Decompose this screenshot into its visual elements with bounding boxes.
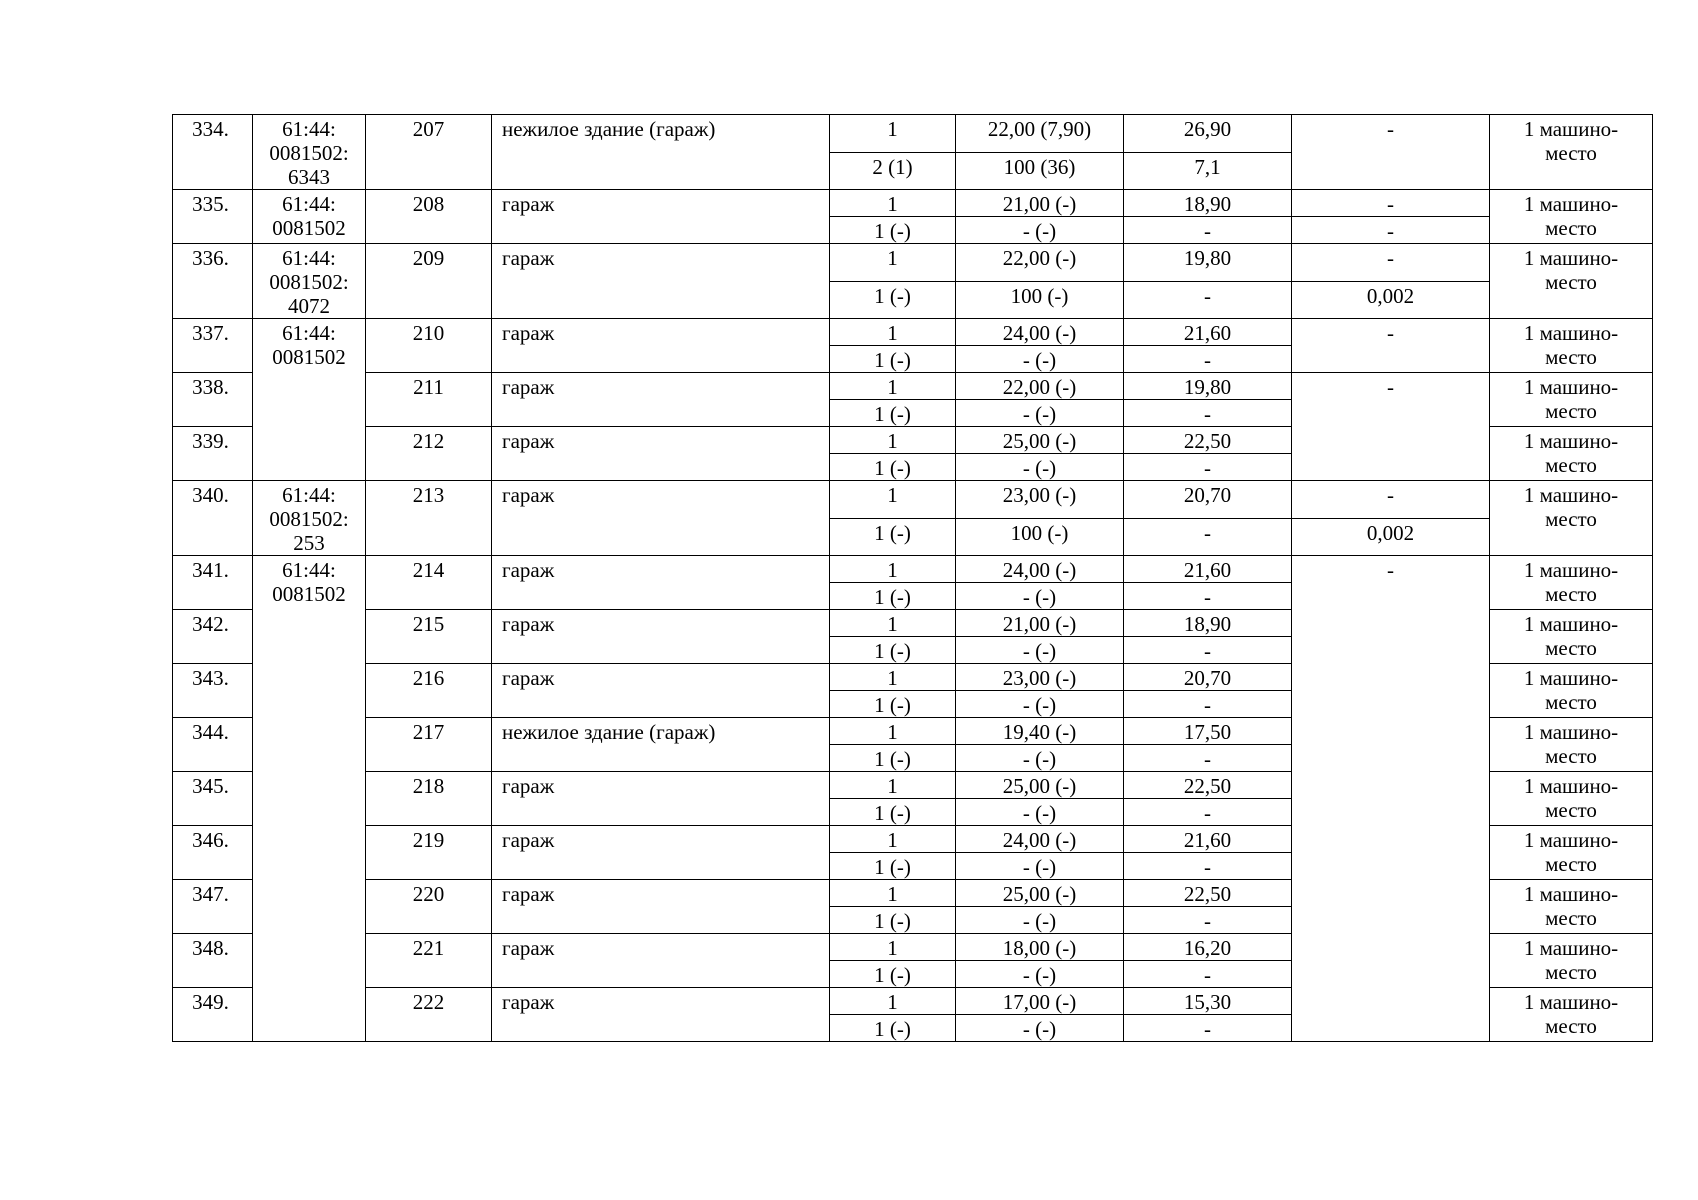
height-value: 18,90 <box>1124 610 1292 637</box>
object-id: 213 <box>366 481 492 556</box>
row-number: 341. <box>173 556 253 610</box>
cadastral-number: 61:44: 0081502 <box>253 319 366 481</box>
data-table <box>172 114 1653 1042</box>
area-value: - (-) <box>956 400 1124 427</box>
parking-capacity: 1 машино- место <box>1490 319 1653 373</box>
height-value: - <box>1124 691 1292 718</box>
height-value: 26,90 <box>1124 115 1292 153</box>
parking-capacity: 1 машино- место <box>1490 718 1653 772</box>
floor-count: 1 <box>830 664 956 691</box>
row-number: 347. <box>173 880 253 934</box>
height-value: 21,60 <box>1124 319 1292 346</box>
parking-capacity: 1 машино- место <box>1490 481 1653 556</box>
area-value: - (-) <box>956 799 1124 826</box>
floor-count: 1 <box>830 244 956 282</box>
floor-count: 1 <box>830 319 956 346</box>
area-value: - (-) <box>956 583 1124 610</box>
row-number: 343. <box>173 664 253 718</box>
floor-count: 1 <box>830 115 956 153</box>
object-name: гараж <box>492 664 830 718</box>
row-number: 336. <box>173 244 253 319</box>
height-value: - <box>1124 637 1292 664</box>
area-value: - (-) <box>956 217 1124 244</box>
area-value: 18,00 (-) <box>956 934 1124 961</box>
floor-count: 1 (-) <box>830 1015 956 1042</box>
height-value: 22,50 <box>1124 772 1292 799</box>
floor-count: 1 <box>830 880 956 907</box>
object-id: 214 <box>366 556 492 610</box>
row-number: 342. <box>173 610 253 664</box>
area-value: 19,40 (-) <box>956 718 1124 745</box>
object-name: гараж <box>492 244 830 319</box>
column-8-value: - <box>1292 373 1490 481</box>
object-name: нежилое здание (гараж) <box>492 115 830 190</box>
column-8-value: 0,002 <box>1292 518 1490 556</box>
height-value: 19,80 <box>1124 244 1292 282</box>
floor-count: 1 <box>830 190 956 217</box>
floor-count: 1 (-) <box>830 518 956 556</box>
cadastral-number: 61:44: 0081502 <box>253 190 366 244</box>
area-value: 23,00 (-) <box>956 664 1124 691</box>
object-name: гараж <box>492 481 830 556</box>
object-id: 218 <box>366 772 492 826</box>
parking-capacity: 1 машино- место <box>1490 115 1653 190</box>
floor-count: 1 (-) <box>830 907 956 934</box>
area-value: - (-) <box>956 454 1124 481</box>
height-value: - <box>1124 454 1292 481</box>
object-id: 212 <box>366 427 492 481</box>
floor-count: 1 (-) <box>830 961 956 988</box>
area-value: 25,00 (-) <box>956 880 1124 907</box>
floor-count: 1 (-) <box>830 217 956 244</box>
area-value: - (-) <box>956 691 1124 718</box>
parking-capacity: 1 машино- место <box>1490 373 1653 427</box>
floor-count: 1 (-) <box>830 454 956 481</box>
column-8-value: - <box>1292 319 1490 373</box>
object-name: гараж <box>492 427 830 481</box>
floor-count: 1 <box>830 826 956 853</box>
floor-count: 1 <box>830 988 956 1015</box>
column-8-value: - <box>1292 556 1490 1042</box>
row-number: 339. <box>173 427 253 481</box>
area-value: 22,00 (-) <box>956 244 1124 282</box>
height-value: - <box>1124 961 1292 988</box>
area-value: 25,00 (-) <box>956 427 1124 454</box>
parking-capacity: 1 машино- место <box>1490 880 1653 934</box>
object-id: 222 <box>366 988 492 1042</box>
height-value: - <box>1124 745 1292 772</box>
column-8-value: 0,002 <box>1292 281 1490 319</box>
area-value: 17,00 (-) <box>956 988 1124 1015</box>
table-row <box>173 244 1653 282</box>
object-name: гараж <box>492 988 830 1042</box>
floor-count: 1 (-) <box>830 799 956 826</box>
object-name: гараж <box>492 772 830 826</box>
floor-count: 1 <box>830 610 956 637</box>
cadastral-number: 61:44: 0081502: 253 <box>253 481 366 556</box>
area-value: 21,00 (-) <box>956 610 1124 637</box>
parking-capacity: 1 машино- место <box>1490 610 1653 664</box>
height-value: 21,60 <box>1124 826 1292 853</box>
height-value: 16,20 <box>1124 934 1292 961</box>
cadastral-number: 61:44: 0081502 <box>253 556 366 1042</box>
table-row <box>173 481 1653 519</box>
floor-count: 1 <box>830 427 956 454</box>
area-value: - (-) <box>956 961 1124 988</box>
area-value: 23,00 (-) <box>956 481 1124 519</box>
cadastral-number: 61:44: 0081502: 6343 <box>253 115 366 190</box>
height-value: - <box>1124 583 1292 610</box>
height-value: - <box>1124 1015 1292 1042</box>
height-value: 22,50 <box>1124 427 1292 454</box>
floor-count: 2 (1) <box>830 152 956 190</box>
floor-count: 1 (-) <box>830 853 956 880</box>
row-number: 344. <box>173 718 253 772</box>
column-8-value: - <box>1292 190 1490 217</box>
row-number: 349. <box>173 988 253 1042</box>
parking-capacity: 1 машино- место <box>1490 427 1653 481</box>
parking-capacity: 1 машино- место <box>1490 190 1653 244</box>
object-name: нежилое здание (гараж) <box>492 718 830 772</box>
object-name: гараж <box>492 610 830 664</box>
object-name: гараж <box>492 826 830 880</box>
area-value: 24,00 (-) <box>956 826 1124 853</box>
area-value: 21,00 (-) <box>956 190 1124 217</box>
floor-count: 1 <box>830 556 956 583</box>
floor-count: 1 <box>830 481 956 519</box>
area-value: 100 (-) <box>956 518 1124 556</box>
floor-count: 1 <box>830 718 956 745</box>
cadastral-number: 61:44: 0081502: 4072 <box>253 244 366 319</box>
row-number: 340. <box>173 481 253 556</box>
table-row <box>173 190 1653 217</box>
object-id: 215 <box>366 610 492 664</box>
table-row <box>173 115 1653 153</box>
column-8-value: - <box>1292 115 1490 190</box>
object-name: гараж <box>492 190 830 244</box>
column-8-value: - <box>1292 244 1490 282</box>
height-value: - <box>1124 907 1292 934</box>
area-value: - (-) <box>956 907 1124 934</box>
object-id: 210 <box>366 319 492 373</box>
floor-count: 1 <box>830 934 956 961</box>
object-id: 207 <box>366 115 492 190</box>
area-value: 25,00 (-) <box>956 772 1124 799</box>
column-8-value: - <box>1292 217 1490 244</box>
area-value: - (-) <box>956 346 1124 373</box>
table-body <box>173 115 1653 1042</box>
height-value: - <box>1124 400 1292 427</box>
object-id: 221 <box>366 934 492 988</box>
height-value: 20,70 <box>1124 664 1292 691</box>
floor-count: 1 <box>830 772 956 799</box>
floor-count: 1 (-) <box>830 691 956 718</box>
area-value: - (-) <box>956 637 1124 664</box>
floor-count: 1 (-) <box>830 637 956 664</box>
table-row <box>173 319 1653 346</box>
object-name: гараж <box>492 880 830 934</box>
area-value: 24,00 (-) <box>956 556 1124 583</box>
object-name: гараж <box>492 319 830 373</box>
floor-count: 1 (-) <box>830 400 956 427</box>
parking-capacity: 1 машино- место <box>1490 664 1653 718</box>
row-number: 348. <box>173 934 253 988</box>
floor-count: 1 (-) <box>830 583 956 610</box>
row-number: 337. <box>173 319 253 373</box>
object-id: 216 <box>366 664 492 718</box>
height-value: 17,50 <box>1124 718 1292 745</box>
height-value: - <box>1124 518 1292 556</box>
object-id: 208 <box>366 190 492 244</box>
object-id: 217 <box>366 718 492 772</box>
height-value: 20,70 <box>1124 481 1292 519</box>
parking-capacity: 1 машино- место <box>1490 244 1653 319</box>
table-row <box>173 556 1653 583</box>
height-value: - <box>1124 346 1292 373</box>
height-value: - <box>1124 281 1292 319</box>
column-8-value: - <box>1292 481 1490 519</box>
floor-count: 1 (-) <box>830 281 956 319</box>
height-value: - <box>1124 853 1292 880</box>
object-name: гараж <box>492 556 830 610</box>
height-value: 18,90 <box>1124 190 1292 217</box>
height-value: - <box>1124 217 1292 244</box>
object-name: гараж <box>492 934 830 988</box>
area-value: 22,00 (-) <box>956 373 1124 400</box>
area-value: - (-) <box>956 1015 1124 1042</box>
height-value: 7,1 <box>1124 152 1292 190</box>
parking-capacity: 1 машино- место <box>1490 988 1653 1042</box>
object-id: 220 <box>366 880 492 934</box>
parking-capacity: 1 машино- место <box>1490 826 1653 880</box>
area-value: 100 (36) <box>956 152 1124 190</box>
parking-capacity: 1 машино- место <box>1490 556 1653 610</box>
table-row <box>173 373 1653 400</box>
row-number: 345. <box>173 772 253 826</box>
floor-count: 1 (-) <box>830 346 956 373</box>
height-value: 19,80 <box>1124 373 1292 400</box>
row-number: 346. <box>173 826 253 880</box>
area-value: 100 (-) <box>956 281 1124 319</box>
area-value: 24,00 (-) <box>956 319 1124 346</box>
object-id: 211 <box>366 373 492 427</box>
row-number: 334. <box>173 115 253 190</box>
floor-count: 1 (-) <box>830 745 956 772</box>
area-value: - (-) <box>956 853 1124 880</box>
object-name: гараж <box>492 373 830 427</box>
parking-capacity: 1 машино- место <box>1490 934 1653 988</box>
height-value: 15,30 <box>1124 988 1292 1015</box>
height-value: 21,60 <box>1124 556 1292 583</box>
floor-count: 1 <box>830 373 956 400</box>
area-value: 22,00 (7,90) <box>956 115 1124 153</box>
row-number: 335. <box>173 190 253 244</box>
height-value: - <box>1124 799 1292 826</box>
row-number: 338. <box>173 373 253 427</box>
object-id: 219 <box>366 826 492 880</box>
height-value: 22,50 <box>1124 880 1292 907</box>
object-id: 209 <box>366 244 492 319</box>
area-value: - (-) <box>956 745 1124 772</box>
parking-capacity: 1 машино- место <box>1490 772 1653 826</box>
